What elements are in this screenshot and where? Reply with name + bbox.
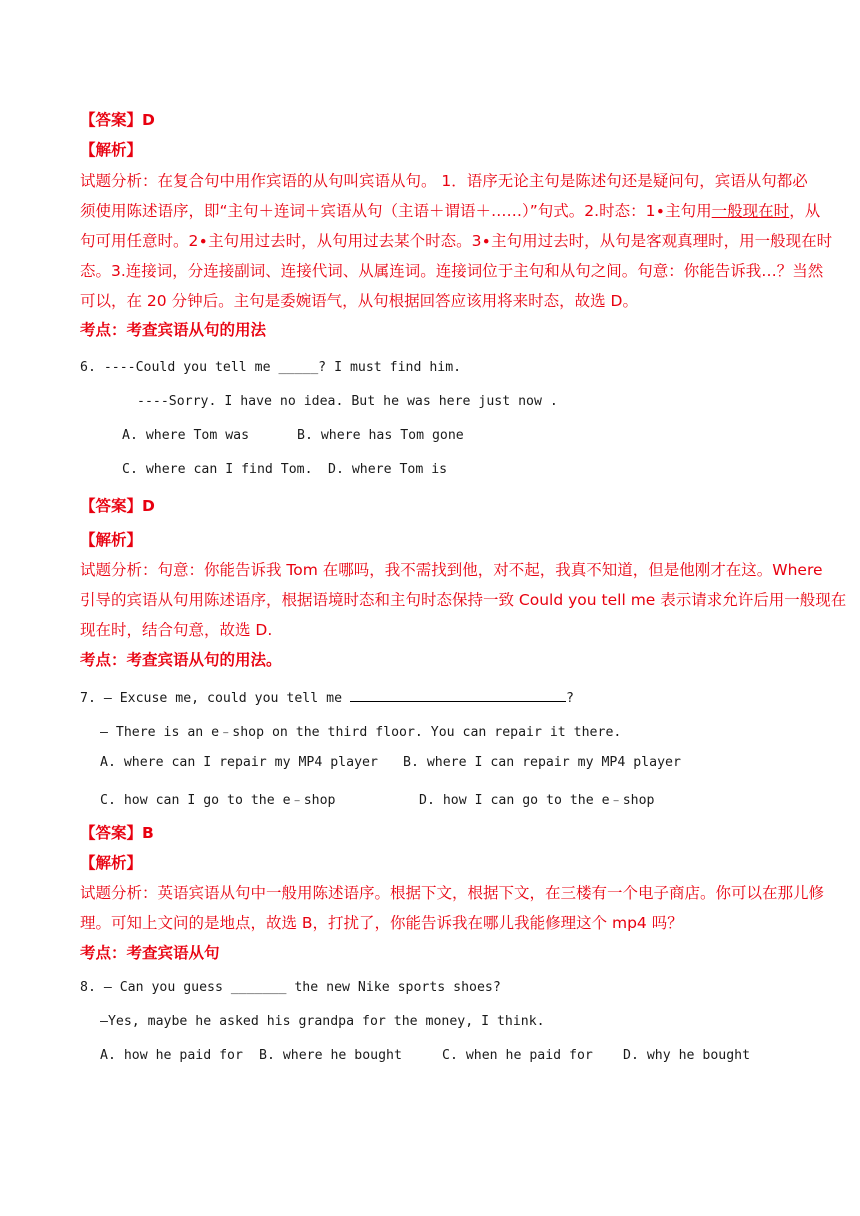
analysis-label-6: 【解析】 (80, 531, 143, 549)
question-7-stem: 7. — Excuse me, could you tell me ? (80, 687, 574, 706)
analysis-5-line3: 句可用任意时。2∙主句用过去时，从句用过去某个时态。3∙主句用过去时，从句是客观真理时，用一般现在时 (80, 232, 833, 250)
question-6-option-c: C. where can I find Tom. (122, 462, 313, 477)
question-6-reply: ----Sorry. I have no idea. But he was here just now . (137, 394, 558, 409)
answer-blank (350, 687, 566, 702)
analysis-7-line1: 试题分析：英语宾语从句中一般用陈述语序。根据下文，根据下文，在三楼有一个电子商店。你可以在那儿修 (80, 884, 825, 902)
answer-5: 【答案】D (80, 111, 155, 129)
analysis-6-line1: 试题分析：句意：你能告诉我 Tom 在哪吗，我不需找到他，对不起，我真不知道，但是他刚才在这。Where (80, 561, 823, 579)
answer-7: 【答案】B (80, 824, 154, 842)
question-8-option-d: D. why he bought (623, 1048, 751, 1063)
analysis-6-line2: 引导的宾语从句用陈述语序，根据语境时态和主句时态保持一致 Could you tell me 表示请求允许后用一般现在 (80, 591, 847, 609)
question-7-option-d: D. how I can go to the e﹣shop (419, 793, 655, 808)
question-6-option-a: A. where Tom was (122, 428, 250, 443)
analysis-5-line1: 试题分析：在复合句中用作宾语的从句叫宾语从句。 1．语序无论主句是陈述句还是疑问句，宾语从句都必 (80, 172, 808, 190)
question-6-option-b: B. where has Tom gone (297, 428, 464, 443)
analysis-7-line2: 理。可知上文问的是地点，故选 B，打扰了，你能告诉我在哪儿我能修理这个 mp4 吗？ (80, 914, 683, 932)
analysis-5-line5: 可以，在 20 分钟后。主句是委婉语气，从句根据回答应该用将来时态，故选 D。 (80, 292, 638, 310)
question-7-option-c: C. how can I go to the e﹣shop (100, 793, 336, 808)
question-7-reply: — There is an e﹣shop on the third floor. You can repair it there. (100, 725, 622, 740)
question-6-option-d: D. where Tom is (328, 462, 448, 477)
question-8-option-c: C. when he paid for (442, 1048, 593, 1063)
analysis-5-line2: 须使用陈述语序，即“主句＋连词＋宾语从句（主语＋谓语＋……）”句式。2.时态：1∙主句用一般现在时，从 (80, 202, 821, 220)
question-6-stem: 6. ----Could you tell me _____? I must find him. (80, 360, 462, 375)
point-7: 考点：考查宾语从句 (80, 944, 220, 962)
point-6: 考点：考查宾语从句的用法。 (80, 651, 282, 669)
question-8-option-b: B. where he bought (259, 1048, 402, 1063)
analysis-5-line4: 态。3.连接词，分连接副词、连接代词、从属连词。连接词位于主句和从句之间。句意：你能告诉我…？当然 (80, 262, 824, 280)
answer-6: 【答案】D (80, 497, 155, 515)
question-8-stem: 8. — Can you guess _______ the new Nike sports shoes? (80, 980, 501, 995)
question-8-reply: —Yes, maybe he asked his grandpa for the money, I think. (100, 1014, 545, 1029)
analysis-label-5: 【解析】 (80, 141, 143, 159)
analysis-6-line3: 现在时，结合句意，故选 D. (80, 621, 273, 639)
question-8-option-a: A. how he paid for (100, 1048, 243, 1063)
question-7-option-b: B. where I can repair my MP4 player (403, 755, 681, 770)
analysis-label-7: 【解析】 (80, 854, 143, 872)
point-5: 考点：考查宾语从句的用法 (80, 321, 267, 339)
question-7-option-a: A. where can I repair my MP4 player (100, 755, 378, 770)
